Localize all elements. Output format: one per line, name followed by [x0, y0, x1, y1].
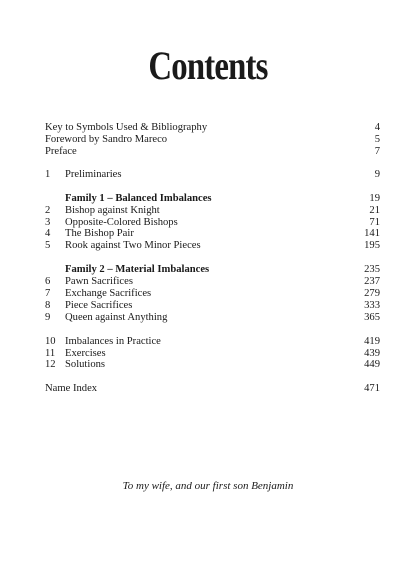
toc-page-number: 7	[374, 145, 380, 157]
toc-label: Name Index	[45, 383, 98, 395]
toc-page-number: 141	[364, 228, 380, 240]
toc-chapter-number: 8	[45, 299, 51, 311]
toc-chapter-number: 12	[45, 359, 56, 371]
toc-chapter-number: 4	[45, 228, 51, 240]
toc-entry-chapter-10	[45, 336, 380, 348]
toc-page-number: 5	[374, 133, 380, 145]
toc-chapter-number: 5	[45, 240, 51, 252]
toc-label: Opposite-Colored Bishops	[65, 216, 178, 228]
toc-label: Solutions	[65, 359, 106, 371]
toc-chapter-number: 10	[45, 335, 56, 347]
toc-entry-name-index	[45, 383, 380, 395]
toc-label: The Bishop Pair	[65, 228, 134, 240]
toc-page-number: 419	[364, 335, 380, 347]
toc-page-number: 235	[364, 264, 380, 276]
toc-page-number: 4	[374, 122, 380, 133]
toc-entry-chapter-12	[45, 359, 380, 371]
toc-label: Foreword by Sandro Mareco	[45, 133, 168, 145]
toc-label: Queen against Anything	[65, 311, 168, 323]
toc-entry-preface	[45, 146, 380, 158]
toc-page-number: 471	[364, 383, 380, 395]
toc-label: Piece Sacrifices	[65, 299, 133, 311]
toc-label: Key to Symbols Used & Bibliography	[45, 122, 208, 133]
toc-family-2-heading	[45, 264, 380, 276]
toc-page-number: 439	[364, 347, 380, 359]
toc-family-1-heading	[45, 193, 380, 205]
toc-label: Preface	[45, 145, 77, 157]
toc-page-number: 19	[369, 192, 380, 204]
toc-page-number: 237	[364, 276, 380, 288]
toc-page-number: 21	[369, 204, 380, 216]
toc-label: Pawn Sacrifices	[65, 276, 133, 288]
toc-page-number: 365	[364, 311, 380, 323]
toc-chapter-number: 1	[45, 168, 51, 180]
toc-entry-chapter-6	[45, 276, 380, 288]
toc-label: Family 1 – Balanced Imbalances	[65, 192, 212, 204]
toc-page-number: 195	[364, 240, 380, 252]
toc-entry-chapter-7	[45, 288, 380, 300]
toc-page-number: 449	[364, 359, 380, 371]
toc-chapter-number: 3	[45, 216, 51, 228]
toc-page-number: 333	[364, 299, 380, 311]
toc-label: Preliminaries	[65, 168, 122, 180]
toc-page-number: 9	[374, 168, 380, 180]
toc-entry-chapter-2	[45, 205, 380, 217]
toc-entry-chapter-5	[45, 240, 380, 252]
toc-entry-chapter-11	[45, 348, 380, 360]
page-title: Contents	[148, 43, 268, 88]
toc-label: Rook against Two Minor Pieces	[65, 240, 201, 252]
toc-label: Exchange Sacrifices	[65, 287, 152, 299]
toc-chapter-number: 11	[45, 347, 56, 359]
toc-entry-key-to-symbols	[45, 122, 380, 134]
toc-chapter-number: 6	[45, 276, 51, 288]
toc-entry-foreword	[45, 134, 380, 146]
toc-page-number: 71	[369, 216, 380, 228]
toc-label: Imbalances in Practice	[65, 335, 161, 347]
table-of-contents	[45, 122, 380, 395]
toc-page-number: 279	[364, 287, 380, 299]
toc-entry-chapter-4	[45, 228, 380, 240]
toc-entry-chapter-9	[45, 312, 380, 324]
toc-chapter-number: 7	[45, 287, 51, 299]
toc-chapter-number: 2	[45, 204, 51, 216]
toc-entry-chapter-1	[45, 169, 380, 181]
dedication: To my wife, and our first son Benjamin	[122, 480, 294, 492]
toc-label: Exercises	[65, 347, 106, 359]
toc-label: Bishop against Knight	[65, 204, 160, 216]
toc-label: Family 2 – Material Imbalances	[65, 264, 210, 276]
toc-entry-chapter-8	[45, 300, 380, 312]
toc-entry-chapter-3	[45, 217, 380, 229]
toc-chapter-number: 9	[45, 311, 51, 323]
